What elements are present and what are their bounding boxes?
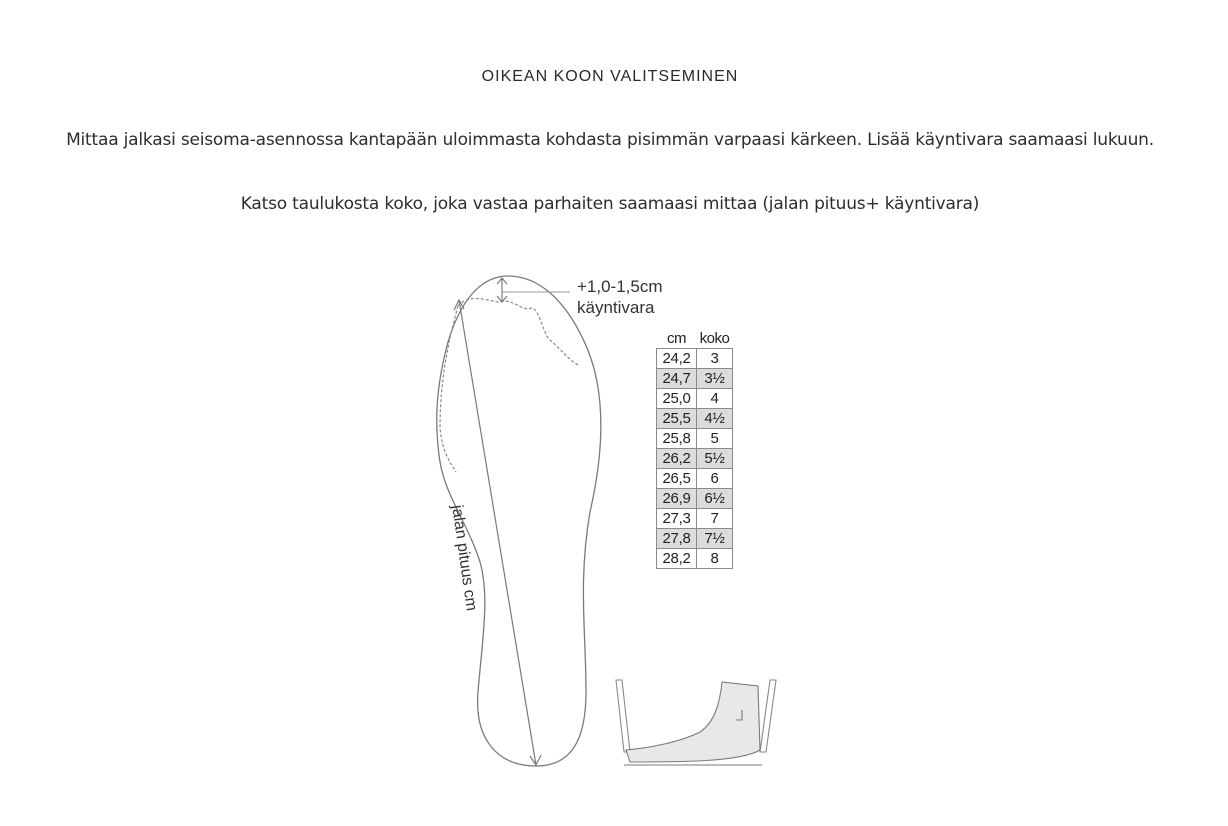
- cell-koko: 8: [697, 549, 733, 569]
- table-row: [657, 529, 733, 549]
- cell-cm: 25,8: [657, 429, 697, 449]
- cell-cm: 25,0: [657, 389, 697, 409]
- length-arrow: [459, 300, 536, 765]
- header-cm: cm: [667, 329, 686, 347]
- cell-koko: 6: [697, 469, 733, 489]
- table-row: [657, 509, 733, 529]
- table-row: [657, 389, 733, 409]
- cell-cm: 26,9: [657, 489, 697, 509]
- cell-koko: 5½: [697, 449, 733, 469]
- cell-cm: 26,5: [657, 469, 697, 489]
- table-row: [657, 489, 733, 509]
- cell-cm: 26,2: [657, 449, 697, 469]
- cell-koko: 3½: [697, 369, 733, 389]
- cell-cm: 27,3: [657, 509, 697, 529]
- insole-illustration: [420, 262, 820, 782]
- cell-koko: 4½: [697, 409, 733, 429]
- foot-length-label: jalan pituus cm: [448, 504, 480, 613]
- cell-cm: 24,7: [657, 369, 697, 389]
- size-table: [656, 328, 733, 569]
- cell-cm: 28,2: [657, 549, 697, 569]
- toe-margin-label: [577, 276, 663, 318]
- cell-koko: 4: [697, 389, 733, 409]
- margin-caption: käyntivara: [577, 298, 655, 317]
- table-instruction: Katso taulukosta koko, joka vastaa parhaiten saamaasi mittaa (jalan pituus+ käyntivara): [240, 194, 980, 214]
- table-row: [657, 369, 733, 389]
- cell-cm: 24,2: [657, 349, 697, 369]
- table-row: [657, 549, 733, 569]
- cell-koko: 5: [697, 429, 733, 449]
- table-row: [657, 449, 733, 469]
- table-row: [657, 409, 733, 429]
- measure-instruction: Mittaa jalkasi seisoma-asennossa kantapään uloimmasta kohdasta pisimmän varpaasi kärkeen. Lisää käyntivara saamaasi lukuun.: [66, 130, 1154, 150]
- header-koko: koko: [699, 329, 730, 347]
- toe-outline: [458, 299, 580, 366]
- table-row: [657, 349, 733, 369]
- side-foot-icon: [616, 680, 776, 765]
- margin-value: +1,0-1,5cm: [577, 277, 663, 296]
- cell-koko: 3: [697, 349, 733, 369]
- cell-koko: 6½: [697, 489, 733, 509]
- cell-cm: 25,5: [657, 409, 697, 429]
- cell-koko: 7: [697, 509, 733, 529]
- page-title: OIKEAN KOON VALITSEMINEN: [481, 68, 739, 85]
- table-row: [657, 429, 733, 449]
- table-row: [657, 469, 733, 489]
- cell-koko: 7½: [697, 529, 733, 549]
- size-guide-figure: [420, 262, 820, 782]
- cell-cm: 27,8: [657, 529, 697, 549]
